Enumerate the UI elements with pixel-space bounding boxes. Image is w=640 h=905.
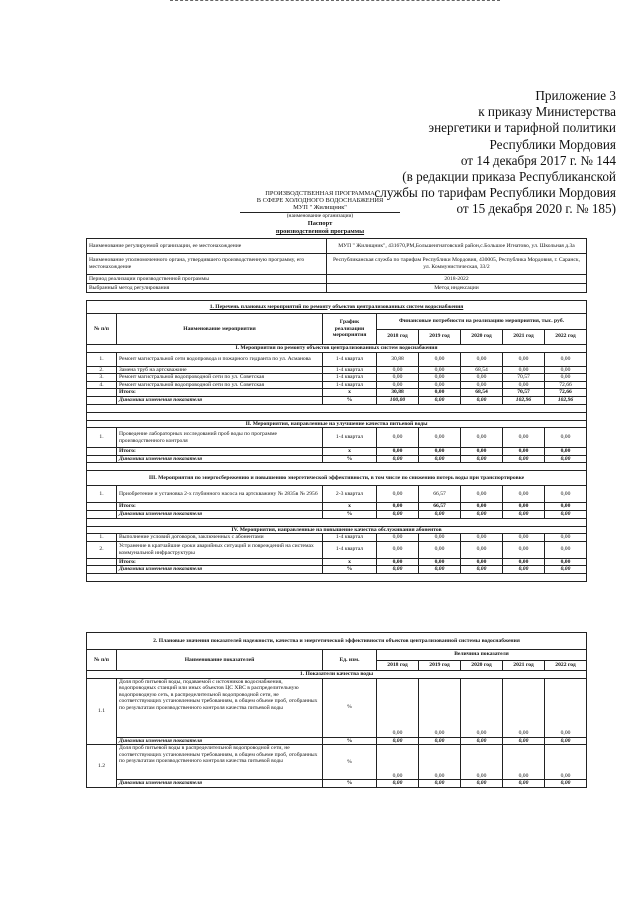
dynamics-label: Динамика изменения показателя [117, 455, 323, 463]
total-row [87, 558, 587, 566]
group-title-row [87, 526, 587, 534]
group-title: IV. Мероприятия, направленные на повышение качества обслуживания абонентов [87, 526, 587, 534]
dynamics-value: 0,00 [461, 510, 503, 518]
row-value: 0,00 [503, 541, 545, 558]
row-value: 0,00 [461, 541, 503, 558]
total-value: 0,00 [377, 558, 419, 566]
section1-title: 1. Перечень плановых мероприятий по ремонту объектов централизованных систем водоснабжения [87, 301, 587, 314]
passport-label: Наименование уполномоченного органа, утвердившего производственную программу, его местонахождение [87, 254, 327, 275]
annex-line: Приложение 3 [535, 88, 616, 103]
group-title-row [87, 471, 587, 486]
dynamics-value: 102,96 [503, 396, 545, 404]
dynamics-unit: % [323, 396, 377, 404]
row-value: 0,00 [377, 428, 419, 448]
passport-row [87, 254, 587, 275]
column-header-name: Наименование мероприятия [117, 314, 323, 345]
table-row [87, 534, 587, 542]
scan-top-artifact [170, 0, 500, 3]
group-title: II. Мероприятия, направленные на улучшение качества питьевой воды [87, 420, 587, 428]
column-header-finance: Финансовые потребности на реализацию мероприятия, тыс. руб. [377, 314, 587, 330]
group-title: 1. Показатели качества воды [87, 671, 587, 679]
annex-line: (в редакции приказа Республиканской [402, 169, 616, 185]
dynamics-row [87, 455, 587, 463]
program-title: ПРОИЗВОДСТВЕННАЯ ПРОГРАММА [265, 190, 375, 197]
total-value: 72,66 [545, 389, 587, 397]
spacer-row [87, 573, 587, 581]
total-row [87, 448, 587, 456]
table-row [87, 541, 587, 558]
total-value: 0,00 [461, 558, 503, 566]
section-title-row [87, 633, 587, 650]
table-row [87, 374, 587, 382]
row-value: 70,57 [503, 374, 545, 382]
row-name: Доля проб питьевой воды, подаваемой с источников водоснабжения, водопроводных станций или иных объектов ЦС ХВС в распределительную водопроводную сеть, в распределительной водопроводной сети, не соответствующих установленным требованиям, в общем объеме проб, отобранных по результатам производственного контроля качества питьевой воды [117, 678, 323, 737]
row-value: 0,00 [461, 352, 503, 366]
year-header: 2020 год [461, 660, 503, 671]
dynamics-row [87, 780, 587, 788]
total-schedule: x [323, 389, 377, 397]
dynamics-value: 100,00 [377, 396, 419, 404]
dynamics-value: 0,00 [503, 566, 545, 574]
passport-value: Республиканская служба по тарифам Республики Мордовия, 430005, Республика Мордовия, г. Саранск, ул. Коммунистическая, 33/2 [327, 254, 587, 275]
passport-title: Паспорт [307, 220, 333, 227]
row-value: 0,00 [377, 541, 419, 558]
total-value: 0,00 [377, 503, 419, 511]
row-value: 0,00 [461, 381, 503, 389]
row-name: Ремонт магистральной водопроводной сети по ул. Советская [117, 381, 323, 389]
passport-value: 2018-2022 [327, 275, 587, 284]
dynamics-label: Динамика изменения показателя [117, 737, 323, 745]
column-header-num: № п/п [87, 314, 117, 345]
dynamics-label: Динамика изменения показателя [117, 510, 323, 518]
dynamics-value: 0,00 [545, 737, 587, 745]
row-value: 0,00 [377, 366, 419, 374]
row-name: Доля проб питьевой воды в распределительной водопроводной сети, не соответствующих установленным требованиям, в общем объеме проб, отобранных по результатам производственного контроля качества питьевой воды [117, 745, 323, 780]
passport-value: МУП " Жилищник", 431670,РМ,Большеигнатовский район,с.Большое Игнатово, ул. Школьная д.3а [327, 239, 587, 254]
group-title-row [87, 420, 587, 428]
organization-caption: (наименование организации) [240, 212, 400, 220]
row-num: 1. [87, 352, 117, 366]
dynamics-value: 0,00 [545, 455, 587, 463]
row-name: Ремонт магистральной водопроводной сети по ул. Советская [117, 374, 323, 382]
passport-row [87, 275, 587, 284]
row-value: 0,00 [503, 534, 545, 542]
section1-table [86, 300, 587, 582]
row-value: 0,00 [503, 366, 545, 374]
total-value: 0,00 [503, 448, 545, 456]
row-num: 4. [87, 381, 117, 389]
passport-row [87, 284, 587, 293]
row-value: 0,00 [461, 428, 503, 448]
dynamics-label: Динамика изменения показателя [117, 566, 323, 574]
row-schedule: 1-4 квартал [323, 366, 377, 374]
total-value: 30,88 [377, 389, 419, 397]
spacer-row [87, 518, 587, 526]
row-schedule: 1-4 квартал [323, 541, 377, 558]
dynamics-value: 0,00 [377, 737, 419, 745]
row-value: 66,57 [419, 486, 461, 503]
dynamics-value: 0,00 [419, 566, 461, 574]
row-value: 0,00 [545, 374, 587, 382]
year-header: 2021 год [503, 660, 545, 671]
spacer-row [87, 412, 587, 420]
group-title-row [87, 671, 587, 679]
passport-table [86, 238, 587, 293]
row-name: Ремонт магистральной сети водопровода и пожарного гидранта по ул. Асманова [117, 352, 323, 366]
table-row [87, 486, 587, 503]
dynamics-value: 0,00 [377, 455, 419, 463]
passport-label: Выбранный метод регулирования [87, 284, 327, 293]
total-value: 0,00 [377, 448, 419, 456]
dynamics-value: 0,00 [419, 737, 461, 745]
total-value: 70,57 [503, 389, 545, 397]
row-name: Выполнение условий договоров, заключенных с абонентами [117, 534, 323, 542]
total-label: Итого: [117, 448, 323, 456]
row-schedule: 2-3 квартал [323, 486, 377, 503]
row-value: 0,00 [545, 541, 587, 558]
year-header: 2021 год [503, 329, 545, 345]
row-value: 0,00 [503, 381, 545, 389]
row-value: 0,00 [419, 678, 461, 737]
row-value: 0,00 [419, 428, 461, 448]
row-schedule: 1-4 квартал [323, 428, 377, 448]
row-name: Приобретение и установка 2-х глубинного насоса на артскважину № 2835в № 2956 [117, 486, 323, 503]
column-header-name: Наименование показателей [117, 650, 323, 671]
row-value: 0,00 [461, 486, 503, 503]
dynamics-value: 102,96 [545, 396, 587, 404]
total-value: 68,54 [461, 389, 503, 397]
row-num: 1. [87, 486, 117, 503]
row-value: 30,88 [377, 352, 419, 366]
total-value: 0,00 [461, 503, 503, 511]
passport-label: Наименование регулируемой организации, ее местонахождение [87, 239, 327, 254]
total-label: Итого: [117, 503, 323, 511]
dynamics-value: 0,00 [419, 510, 461, 518]
row-name: Проведение лабораторных исследований проб воды по программе производственного контроля [117, 428, 323, 448]
row-value: 72,66 [545, 381, 587, 389]
column-header-values: Величина показателя [377, 650, 587, 661]
dynamics-value: 0,00 [377, 780, 419, 788]
row-value: 0,00 [419, 374, 461, 382]
row-value: 0,00 [503, 678, 545, 737]
row-value: 0,00 [461, 534, 503, 542]
section-title-row [87, 301, 587, 314]
row-value: 0,00 [503, 486, 545, 503]
total-label: Итого: [117, 389, 323, 397]
table-row [87, 366, 587, 374]
passport-value: Метод индексации [327, 284, 587, 293]
dynamics-row [87, 737, 587, 745]
section2-table [86, 632, 587, 788]
row-value: 0,00 [377, 381, 419, 389]
annex-line: службы по тарифам Республики Мордовия [374, 185, 616, 201]
total-value: 0,00 [419, 448, 461, 456]
year-header: 2019 год [419, 660, 461, 671]
row-value: 0,00 [503, 352, 545, 366]
dynamics-value: 0,00 [545, 510, 587, 518]
dynamics-value: 0,00 [377, 510, 419, 518]
year-header: 2019 год [419, 329, 461, 345]
table-row [87, 678, 587, 737]
column-header-num: № п/п [87, 650, 117, 671]
column-header-unit: Ед. изм. [323, 650, 377, 671]
dynamics-unit: % [323, 780, 377, 788]
annex-line: от 14 декабря 2017 г. № 144 [460, 152, 616, 168]
row-num: 2. [87, 366, 117, 374]
row-value: 0,00 [419, 381, 461, 389]
dynamics-unit: % [323, 455, 377, 463]
row-name: Замена труб на артскважине [117, 366, 323, 374]
total-value: 0,00 [503, 558, 545, 566]
year-header: 2018 год [377, 660, 419, 671]
total-row [87, 389, 587, 397]
row-value: 0,00 [461, 678, 503, 737]
dynamics-value: 0,00 [503, 737, 545, 745]
dynamics-value: 0,00 [461, 566, 503, 574]
row-value: 0,00 [419, 534, 461, 542]
spacer-row [87, 463, 587, 471]
passport-row [87, 239, 587, 254]
total-value: 66,57 [419, 503, 461, 511]
total-row [87, 503, 587, 511]
row-value: 0,00 [545, 352, 587, 366]
dynamics-value: 0,00 [461, 396, 503, 404]
column-header-schedule: График реализации мероприятия [323, 314, 377, 345]
dynamics-label: Динамика изменения показателя [117, 780, 323, 788]
row-value: 0,00 [545, 366, 587, 374]
row-value: 0,00 [419, 745, 461, 780]
group-title: I. Мероприятия по ремонту объектов централизованных систем водоснабжения [87, 345, 587, 353]
group-title-row [87, 345, 587, 353]
total-schedule: x [323, 558, 377, 566]
total-schedule: x [323, 448, 377, 456]
dynamics-value: 0,00 [419, 780, 461, 788]
dynamics-row [87, 396, 587, 404]
row-value: 68,54 [461, 366, 503, 374]
year-header: 2018 год [377, 329, 419, 345]
total-value: 0,00 [503, 503, 545, 511]
row-value: 0,00 [377, 678, 419, 737]
dynamics-value: 0,00 [545, 780, 587, 788]
year-header: 2022 год [545, 660, 587, 671]
dynamics-value: 0,00 [419, 396, 461, 404]
row-value: 0,00 [545, 534, 587, 542]
dynamics-value: 0,00 [377, 566, 419, 574]
row-value: 0,00 [503, 428, 545, 448]
passport-label: Период реализации производственной программы [87, 275, 327, 284]
row-num: 1.1 [87, 678, 117, 745]
dynamics-unit: % [323, 737, 377, 745]
row-value: 0,00 [545, 745, 587, 780]
dynamics-value: 0,00 [503, 455, 545, 463]
row-num: 1. [87, 534, 117, 542]
table-header-row [87, 650, 587, 661]
row-value: 0,00 [377, 374, 419, 382]
dynamics-unit: % [323, 566, 377, 574]
row-value: 0,00 [419, 541, 461, 558]
row-num: 1.2 [87, 745, 117, 788]
table-row [87, 352, 587, 366]
row-name: Устранение в кратчайшие сроки аварийных ситуаций и повреждений на системах коммунальной инфраструктуры [117, 541, 323, 558]
row-num: 3. [87, 374, 117, 382]
total-label: Итого: [117, 558, 323, 566]
passport-subtitle: производственной программы [275, 228, 365, 235]
row-value: 0,00 [377, 745, 419, 780]
program-subtitle: В СФЕРЕ ХОЛОДНОГО ВОДОСНАБЖЕНИЯ [256, 197, 384, 204]
year-header: 2020 год [461, 329, 503, 345]
row-value: 0,00 [377, 486, 419, 503]
annex-line: от 15 декабря 2020 г. № 185) [456, 201, 616, 217]
total-value: 0,00 [545, 503, 587, 511]
dynamics-label: Динамика изменения показателя [117, 396, 323, 404]
row-value: 0,00 [545, 428, 587, 448]
group-title: III. Мероприятия по энергосбережению и повышению энергетической эффективности, в том числе по снижению потерь воды при транспортировке [87, 471, 587, 486]
table-row [87, 381, 587, 389]
row-schedule: 1-4 квартал [323, 381, 377, 389]
dynamics-value: 0,00 [503, 510, 545, 518]
year-header: 2022 год [545, 329, 587, 345]
row-value: 0,00 [419, 352, 461, 366]
row-schedule: 1-4 квартал [323, 534, 377, 542]
row-num: 2. [87, 541, 117, 558]
table-header-row [87, 314, 587, 330]
dynamics-value: 0,00 [461, 737, 503, 745]
total-value: 0,00 [461, 448, 503, 456]
row-schedule: 1-4 квартал [323, 374, 377, 382]
dynamics-value: 0,00 [419, 455, 461, 463]
row-value: 0,00 [545, 678, 587, 737]
dynamics-value: 0,00 [545, 566, 587, 574]
annex-line: Республики Мордовия [489, 136, 616, 152]
total-value: 0,00 [419, 558, 461, 566]
annex-line: энергетики и тарифной политики [428, 120, 616, 136]
row-value: 0,00 [461, 745, 503, 780]
dynamics-value: 0,00 [461, 455, 503, 463]
dynamics-unit: % [323, 510, 377, 518]
dynamics-value: 0,00 [503, 780, 545, 788]
section2-title: 2. Плановые значения показателей надежности, качества и энергетической эффективности объектов централизованной системы водоснабжения [87, 633, 587, 650]
row-value: 0,00 [503, 745, 545, 780]
row-num: 1. [87, 428, 117, 448]
row-value: 0,00 [545, 486, 587, 503]
table-row [87, 745, 587, 780]
row-unit: % [323, 745, 377, 780]
row-value: 0,00 [419, 366, 461, 374]
total-value: 0,00 [419, 389, 461, 397]
annex-line: к приказу Министерства [478, 104, 616, 120]
total-value: 0,00 [545, 448, 587, 456]
dynamics-row [87, 510, 587, 518]
total-value: 0,00 [545, 558, 587, 566]
row-schedule: 1-4 квартал [323, 352, 377, 366]
spacer-row [87, 404, 587, 412]
row-unit: % [323, 678, 377, 737]
dynamics-row [87, 566, 587, 574]
table-row [87, 428, 587, 448]
row-value: 0,00 [461, 374, 503, 382]
dynamics-value: 0,00 [461, 780, 503, 788]
organization-name: МУП " Жилищник" [293, 204, 347, 211]
total-schedule: x [323, 503, 377, 511]
row-value: 0,00 [377, 534, 419, 542]
